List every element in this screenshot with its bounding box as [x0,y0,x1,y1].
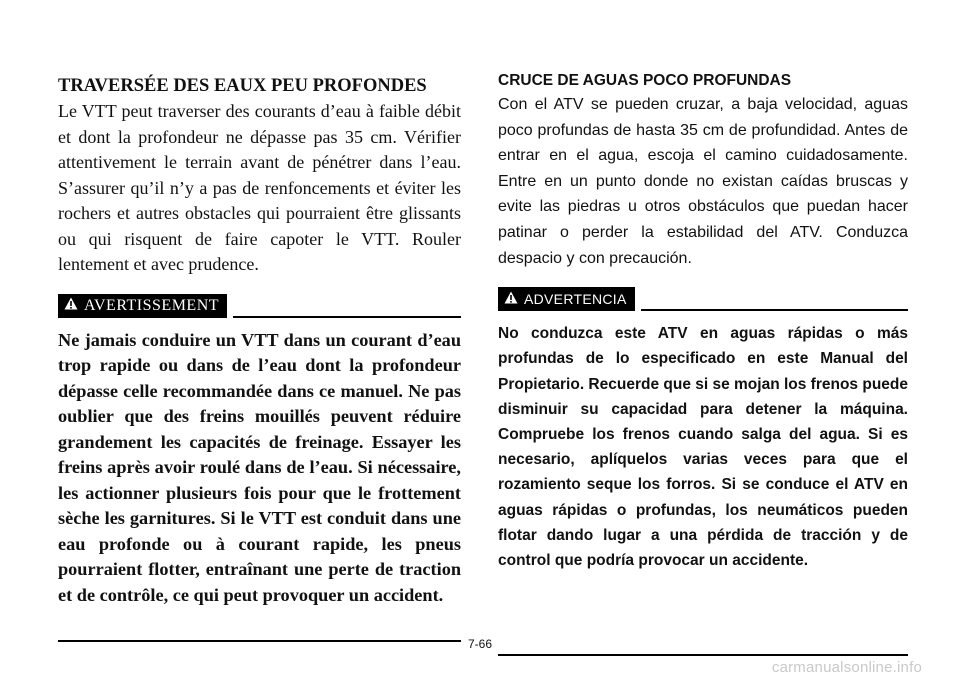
warning-header-es [498,287,908,311]
section-heading-es: CRUCE DE AGUAS POCO PROFUNDAS [498,72,792,89]
section-heading-fr: TRAVERSÉE DES EAUX PEU PROFONDES [58,76,427,96]
body-text-fr: Le VTT peut traverser des courants d’eau à faible débit et dont la profondeur ne dépasse pas 35 cm. Vérifier attentivement le terrain avant de pénétrer dans l’eau. S’assurer qu’il n’y a pas de renfoncements et éviter les rochers et autres obstacles qui pourraient être glissants ou qui risquent de faire capoter le VTT. Rouler lentement et avec prudence. [58,101,461,274]
warning-label-es: ADVERTENCIA [524,291,627,308]
warning-rule-fr [233,316,461,318]
warning-badge-fr [58,294,227,318]
warning-header-fr [58,294,461,318]
warning-badge-es [498,287,635,311]
warning-text-fr: Ne jamais conduire un VTT dans un courant d’eau trop rapide ou dans de l’eau dont la profondeur dépasse celle recommandée dans ce manuel. Ne pas oublier que des freins mouillés peuvent réduire grandement les capacités de freinage. Essayer les freins après avoir roulé dans de l’eau. Si nécessaire, les actionner plusieurs fois pour que le frottement sèche les garnitures. Si le VTT est conduit dans une eau profonde ou à courant rapide, les pneus pourraient flotter, entraînant une perte de traction et de contrôle, ce qui peut provoquer un accident. [58,329,461,605]
warning-rule-es [641,309,908,311]
spanish-column [498,70,908,573]
french-column [58,70,461,608]
footer-rule-right [498,654,908,656]
warning-triangle-icon [504,291,518,307]
warning-triangle-icon [64,297,78,315]
body-text-es: Con el ATV se pueden cruzar, a baja velocidad, aguas poco profundas de hasta 35 cm de profundidad. Antes de entrar en el agua, escoja el camino cuidadosamente. Entre en un punto donde no existan caídas bruscas y evite las piedras u otros obstáculos que puedan hacer patinar o perder la estabilidad del ATV. Conduzca despacio y con precaución. [498,96,908,267]
warning-label-fr: AVERTISSEMENT [84,296,220,314]
footer-rule-left [58,640,461,642]
watermark: carmanualsonline.info [771,659,922,676]
page-number: 7-66 [467,637,493,651]
warning-text-es: No conduzca este ATV en aguas rápidas o más profundas de lo especificado en este Manual del Propietario. Recuerde que si se mojan los frenos puede disminuir su capacidad para detener la máquina. Compruebe los frenos cuando salga del agua. Si es necesario, aplíquelos varias veces para que el rozamiento seque los forros. Si se conduce el ATV en aguas rápidas o profundas, los neumáticos pueden flotar dando lugar a una pérdida de tracción y de control que podría provocar un accidente. [498,325,909,569]
